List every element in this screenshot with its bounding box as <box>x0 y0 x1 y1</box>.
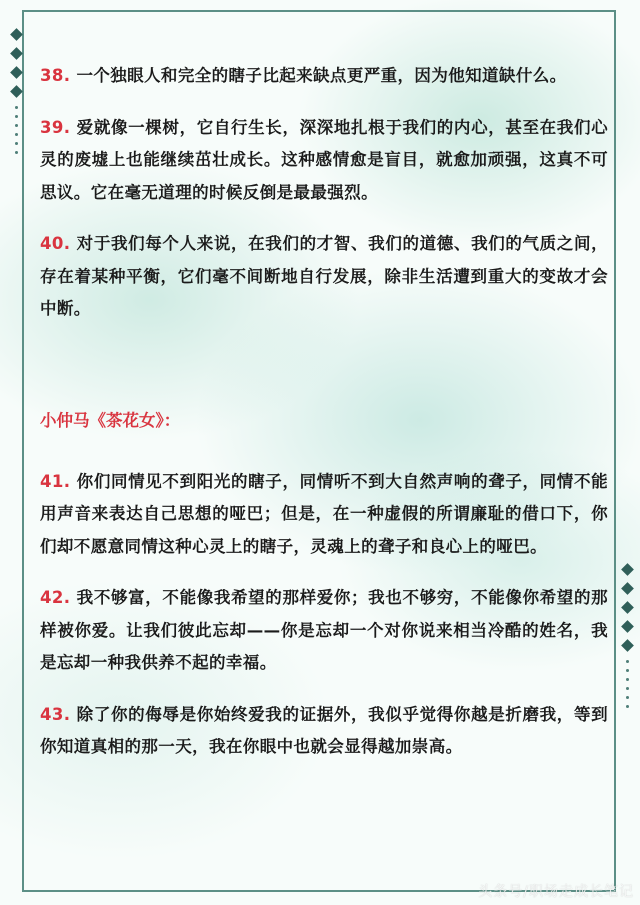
quote-41 <box>40 466 608 564</box>
quote-40 <box>40 228 608 326</box>
quote-42 <box>40 582 608 680</box>
diamond-chain-icon-bottom-right <box>617 565 637 714</box>
section-title: 小仲马《茶花女》： <box>40 410 181 430</box>
quote-number: 39. <box>40 117 71 137</box>
quote-text: 除了你的侮辱是你始终爱我的证据外，我似乎觉得你越是折磨我，等到你知道真相的那一天，我在你眼中也就会显得越加崇高。 <box>40 704 608 756</box>
quote-text: 对于我们每个人来说，在我们的才智、我们的道德、我们的气质之间，存在着某种平衡，它们毫不间断地自行发展，除非生活遭到重大的变故才会中断。 <box>40 234 608 318</box>
quote-number: 40. <box>40 234 71 253</box>
quote-number: 41. <box>40 471 71 491</box>
quote-text: 你们同情见不到阳光的瞎子，同情听不到大自然声响的聋子，同情不能用声音来表达自己思想的哑巴；但是，在一种虚假的所谓廉耻的借口下，你们却不愿意同情这种心灵上的瞎子，灵魂上的聋子和良心上的哑巴。 <box>40 471 608 556</box>
quote-list <box>40 60 608 764</box>
quote-number: 38. <box>40 66 71 85</box>
quote-number: 43. <box>40 704 71 724</box>
quote-text: 一个独眼人和完全的瞎子比起来缺点更严重，因为他知道缺什么。 <box>76 66 567 85</box>
quote-text: 爱就像一棵树，它自行生长，深深地扎根于我们的内心，甚至在我们心灵的废墟上也能继续茁壮成长。这种感情愈是盲目，就愈加顽强，这真不可思议。它在毫无道理的时候反倒是最最强烈。 <box>40 117 608 202</box>
watermark: 头条号/职场走成长笔记 <box>478 884 634 900</box>
quote-number: 42. <box>40 588 71 607</box>
diamond-chain-icon-top-left <box>6 30 26 160</box>
quote-38 <box>40 60 608 93</box>
quote-39 <box>40 112 608 210</box>
quote-text: 我不够富，不能像我希望的那样爱你；我也不够穷，不能像你希望的那样被你爱。让我们彼此忘却——你是忘却一个对你说来相当冷酷的姓名，我是忘却一种我供养不起的幸福。 <box>40 588 608 672</box>
quote-43 <box>40 699 608 764</box>
